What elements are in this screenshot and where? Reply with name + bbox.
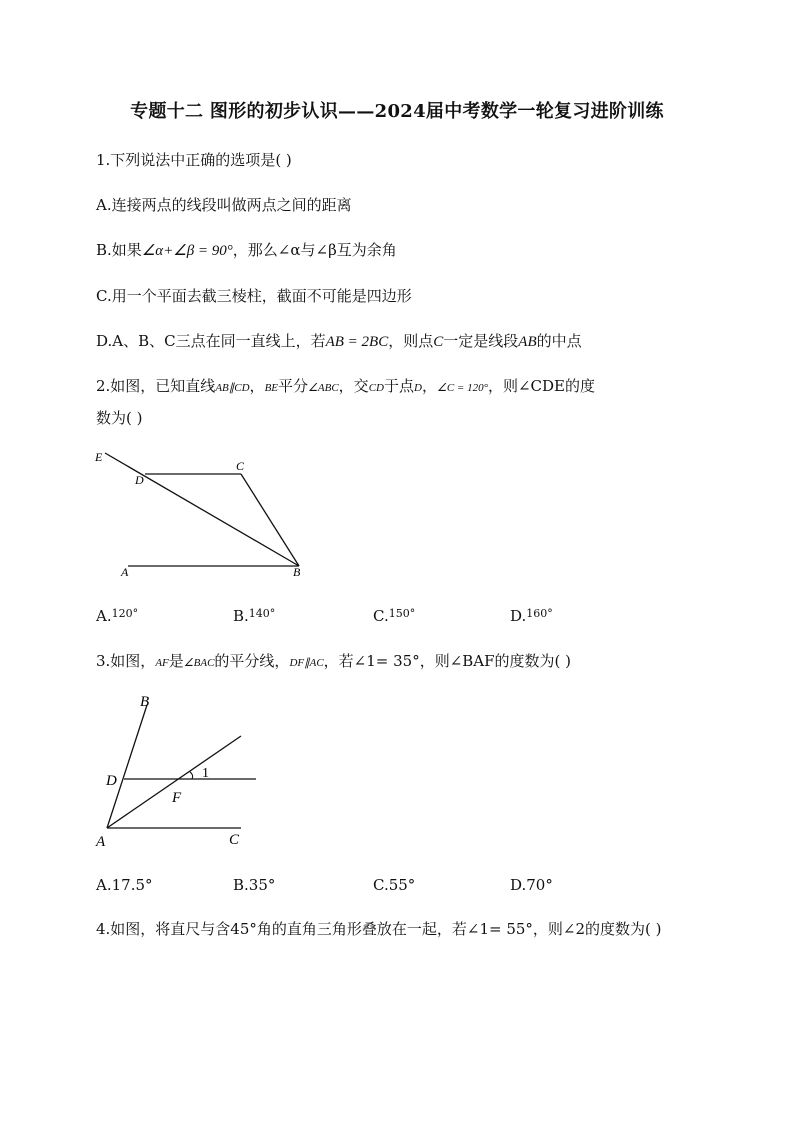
q3-label-b: B <box>140 694 150 710</box>
q1-option-b-post: ，那么∠α与∠β互为余角 <box>232 241 397 259</box>
q2-option-b: B.$^{140^\circ}$ <box>233 607 276 625</box>
q1-option-d-end: 的中点 <box>536 332 582 350</box>
q2-line-cb <box>241 474 299 566</box>
q1-option-b <box>96 239 397 260</box>
q2-stem: 2.如图，已知直线AB∥CD，BE平分∠ABC，交CD于点D，∠C = 120°，则∠CDE的度 <box>96 377 596 395</box>
q1-option-d-seg: AB <box>518 334 537 350</box>
q2-bisect-text: 平分 <box>278 377 309 395</box>
q1-option-d-post2: 一定是线段 <box>443 332 519 350</box>
q2-ask: ，则∠CDE的度 <box>487 377 596 395</box>
q3-label-c: C <box>229 832 240 848</box>
q3-angle-1-arc <box>190 772 193 779</box>
q3-ray-ab <box>107 705 147 828</box>
q1-option-c-text: 用一个平面去截三棱柱，截面不可能是四边形 <box>111 287 412 305</box>
q1-option-b-label: B. <box>96 241 112 259</box>
q1-option-a-label: A. <box>96 196 112 214</box>
q1-option-a <box>96 194 352 215</box>
q3-bisector-text: 的平分线， <box>214 652 290 670</box>
q2-label-e: E <box>95 450 103 464</box>
q2-meet-text: 于点 <box>383 377 414 395</box>
q3-label-1: 1 <box>202 766 209 781</box>
q1-option-d-mid: ，则点 <box>388 332 434 350</box>
q3-ray-af <box>107 736 241 828</box>
q1-stem: 1.下列说法中正确的选项是( ) <box>96 151 292 169</box>
q2-label-d: D <box>135 473 144 487</box>
q1-option-a-text: 连接两点的线段叫做两点之间的距离 <box>111 196 352 214</box>
q3-option-c: C.55° <box>373 876 416 894</box>
q2-line-ed <box>105 453 299 566</box>
q3-option-a: A.17.5° <box>96 876 153 894</box>
q1-option-c-label: C. <box>96 287 112 305</box>
q2-label-a: A <box>121 565 129 579</box>
q2-point-d: D <box>413 382 422 394</box>
q1-option-b-pre: 如果 <box>111 241 142 259</box>
q3-parallel: DF∥AC <box>289 657 324 669</box>
q3-is-text: 是 <box>168 652 184 670</box>
q2-label-c: C <box>236 459 245 473</box>
q2-meet-pre: ，交 <box>338 377 369 395</box>
q2-parallel: AB∥CD <box>215 382 250 394</box>
q2-angle-abc: ∠ABC <box>308 382 339 394</box>
q3-figure <box>90 688 270 858</box>
q2-figure <box>90 445 320 585</box>
q1-option-d-pre: A、B、C三点在同一直线上，若 <box>112 332 326 350</box>
q1-option-d-label: D. <box>96 332 113 350</box>
q1-option-d <box>96 330 582 351</box>
q3-af: AF <box>155 657 169 669</box>
q3-stem <box>96 650 571 671</box>
q2-stem-pre: 2.如图，已知直线 <box>96 377 216 395</box>
q1-option-b-math: ∠α+∠β = 90° <box>141 243 233 259</box>
q2-option-d: D.$^{160^\circ}$ <box>510 607 553 625</box>
q3-angle-bac: ∠BAC <box>183 657 215 669</box>
q2-angle-c: ∠C = 120° <box>436 382 488 394</box>
q2-stem-line2: 数为( ) <box>96 409 143 427</box>
q3-cond: ，若∠1= 35°，则∠BAF的度数为( ) <box>323 652 572 670</box>
q2-option-c: C.$^{150^\circ}$ <box>373 607 416 625</box>
q2-option-a: A.$^{120^\circ}$ <box>96 607 139 625</box>
q3-option-b: B.35° <box>233 876 276 894</box>
q3-label-a: A <box>96 834 106 850</box>
q3-label-f: F <box>172 790 182 806</box>
q2-label-b: B <box>293 565 301 579</box>
q3-option-d: D.70° <box>510 876 553 894</box>
q3-label-d: D <box>106 773 117 789</box>
q2-cd: CD <box>368 382 384 394</box>
q1-option-c <box>96 285 412 306</box>
q3-stem-pre: 3.如图， <box>96 652 156 670</box>
page-title: 专题十二 图形的初步认识——2024届中考数学一轮复习进阶训练 <box>130 101 664 122</box>
q4-stem: 4.如图，将直尺与含45°角的直角三角形叠放在一起，若∠1= 55°，则∠2的度数为( ) <box>96 920 662 938</box>
q1-option-d-point: C <box>433 334 444 350</box>
q1-option-d-math: AB = 2BC <box>325 334 389 350</box>
q2-bisect-seg: BE <box>264 382 279 394</box>
